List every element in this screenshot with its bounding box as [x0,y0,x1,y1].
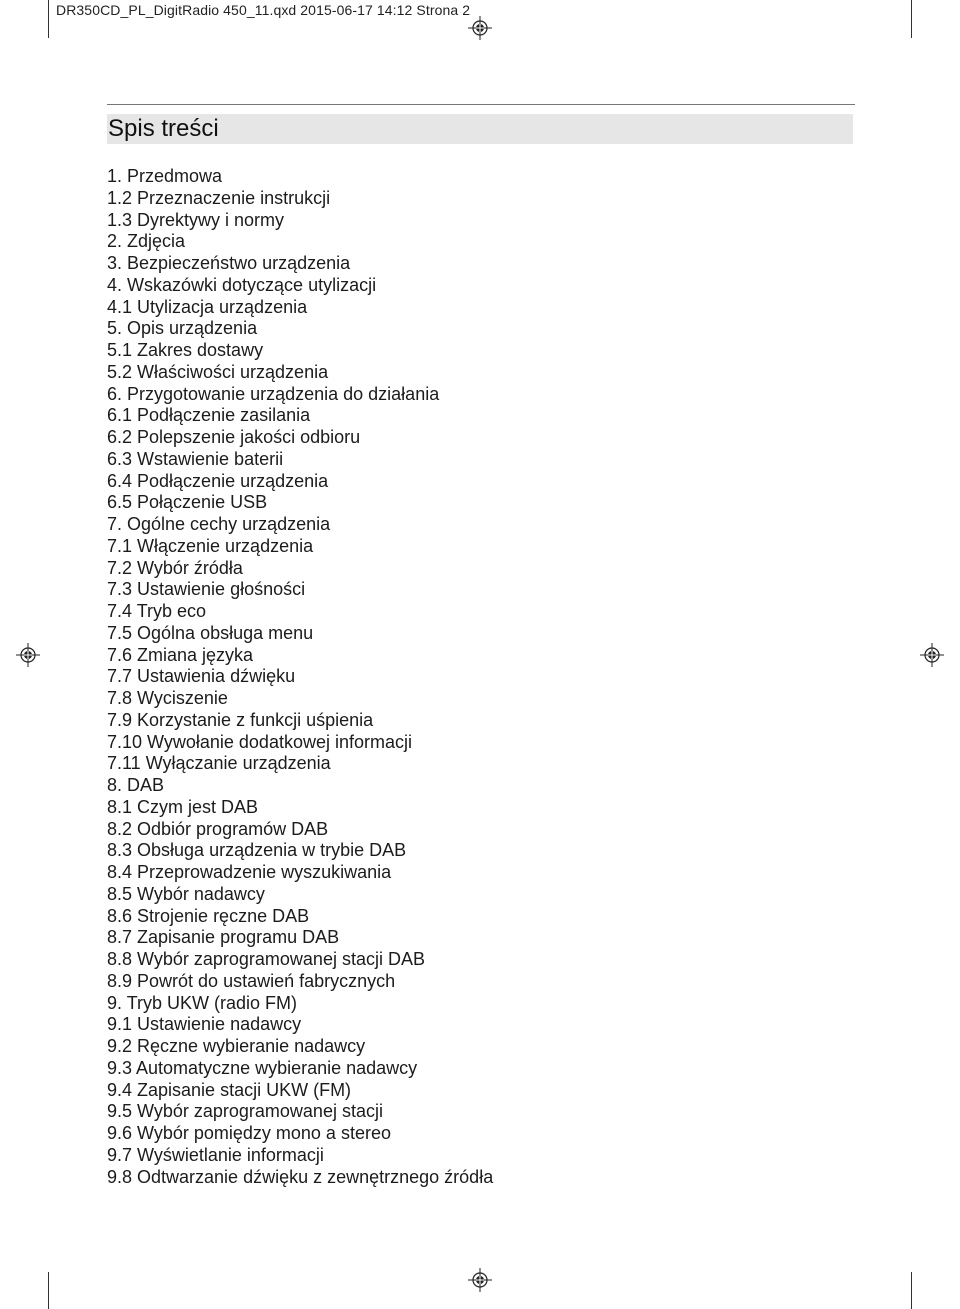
toc-entry: 9.5 Wybór zaprogramowanej stacji [107,1101,383,1122]
toc-entry: 6.2 Polepszenie jakości odbioru [107,427,361,447]
toc-entry: 7.11 Wyłączanie urządzenia [107,753,331,774]
registration-mark-icon [468,1268,492,1292]
toc-entry: 9. Tryb UKW (radio FM) [107,992,298,1013]
toc-entry: 6.3 Wstawienie baterii [107,448,284,469]
toc-entry: 9.4 Zapisanie stacji UKW (FM) [107,1079,352,1100]
crop-mark [48,0,49,38]
toc-entry: 9.6 Wybór pomiędzy mono a stereo [107,1123,391,1143]
toc-entry: 5.2 Właściwości urządzenia [107,361,329,382]
toc-entry: 1.3 Dyrektywy i normy [107,209,285,230]
toc-entry: 8.7 Zapisanie programu DAB [107,927,340,948]
toc-entry: 8.9 Powrót do ustawień fabrycznych [107,970,396,991]
toc-entry: 4. Wskazówki dotyczące utylizacji [107,274,377,295]
toc-entry: 8.6 Strojenie ręczne DAB [107,905,310,926]
toc-entry: 1.2 Przeznaczenie instrukcji [107,187,331,208]
toc-entry: 7. Ogólne cechy urządzenia [107,514,331,534]
print-slug: DR350CD_PL_DigitRadio 450_11.qxd 2015-06-17 14:12 Strona 2 [56,2,471,18]
toc-entry: 7.2 Wybór źródła [107,557,243,578]
toc-entry: 8.3 Obsługa urządzenia w trybie DAB [107,840,407,861]
toc-entry: 6.5 Połączenie USB [107,492,268,513]
toc-entry: 6. Przygotowanie urządzenia do działania [107,383,440,404]
toc-entry: 9.7 Wyświetlanie informacji [107,1144,324,1165]
toc-entry: 3. Bezpieczeństwo urządzenia [107,253,351,273]
toc-entry: 7.9 Korzystanie z funkcji uśpienia [107,709,374,730]
toc-entry: 6.1 Podłączenie zasilania [107,405,311,426]
toc-entry: 8. DAB [107,775,165,795]
table-of-contents [107,166,493,1188]
crop-mark [48,1272,49,1309]
toc-entry: 5. Opis urządzenia [107,318,258,339]
toc-entry: 4.1 Utylizacja urządzenia [107,296,308,317]
toc-entry: 8.1 Czym jest DAB [107,796,259,817]
toc-entry: 9.2 Ręczne wybieranie nadawcy [107,1036,366,1056]
toc-entry: 8.8 Wybór zaprogramowanej stacji DAB [107,949,425,969]
toc-entry: 8.4 Przeprowadzenie wyszukiwania [107,862,392,882]
toc-entry: 2. Zdjęcia [107,231,186,252]
toc-entry: 7.8 Wyciszenie [107,688,228,708]
toc-entry: 6.4 Podłączenie urządzenia [107,470,329,491]
toc-entry: 1. Przedmowa [107,166,223,186]
toc-entry: 7.5 Ogólna obsługa menu [107,622,314,643]
toc-entry: 9.1 Ustawienie nadawcy [107,1014,302,1035]
crop-mark [911,1272,912,1309]
toc-entry: 7.4 Tryb eco [107,601,207,621]
registration-mark-icon [16,643,40,667]
toc-entry: 7.7 Ustawienia dźwięku [107,666,296,687]
toc-entry: 8.5 Wybór nadawcy [107,883,265,904]
toc-entry: 7.6 Zmiana języka [107,644,254,665]
registration-mark-icon [920,643,944,667]
toc-entry: 8.2 Odbiór programów DAB [107,818,329,839]
crop-mark [911,0,912,38]
header-rule [107,104,855,105]
toc-entry: 5.1 Zakres dostawy [107,340,264,360]
registration-mark-icon [468,16,492,40]
toc-entry: 9.8 Odtwarzanie dźwięku z zewnętrznego źródła [107,1166,494,1187]
toc-entry: 7.3 Ustawienie głośności [107,579,306,600]
title-bar [107,114,853,144]
toc-entry: 7.1 Włączenie urządzenia [107,535,314,556]
toc-entry: 9.3 Automatyczne wybieranie nadawcy [107,1057,418,1078]
toc-entry: 7.10 Wywołanie dodatkowej informacji [107,731,412,752]
page-title: Spis treści [108,115,219,142]
